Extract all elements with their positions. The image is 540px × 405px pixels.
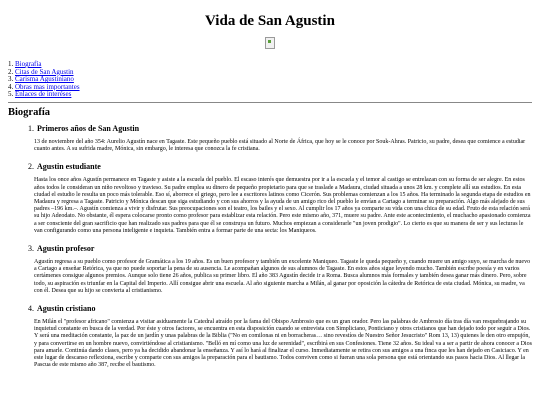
divider <box>8 102 532 103</box>
subsection-number: 4. <box>28 304 34 314</box>
paragraph: 13 de noviembre del año 354: Aurelio Agustín nace en Tagaste. Este pequeño pueblo está situado al Norte de África, que hoy se le conoce por Souk-Ahras. Patricio, su padre, desea que comience a estudiar cuanto antes. A su sufrida madre, Mónica, sin embargo, le interesa que conozca la fe cristiana. <box>34 138 526 153</box>
subsection-title <box>28 244 532 254</box>
page-title: Vida de San Agustin <box>205 13 335 29</box>
subsection-title <box>28 304 532 314</box>
section-heading-biografia: Biografía <box>8 106 50 118</box>
toc-number: 2. <box>8 67 14 76</box>
subsection-cristiano <box>28 304 532 369</box>
header-image <box>8 37 532 51</box>
paragraph: En Milán el "profesor africano" comienza a visitar asiduamente la Catedral atraído por la fama del Obispo Ambrosio que es un gran orador. Pero las palabras de Ambrosio día tras día van resquebrajando su inquietud constante en busca de la verdad. Por éste y otros factores, se encuentra en esta disposición cuando se entrevista con Simpliciano, Ponticiano y otros cristianos que han dejado todo por seguir a Dios. Y será una meditación constante, la paz de un jardín y unas palabras de la Biblia ("No en comilonas ni en borracheras… sino revestíos de Nuestro Señor Jesucristo" Rom 13, 13) quienes le den otro empujón, y para convertirse en un hombre nuevo, convirtiéndose al cristianismo. "Belló en mí como una luz de serenidad", escribirá en sus Confesiones. Tiene 32 años. Su ideal va a ser a partir de ahora conocer a Dios para amarle. Continúa dando clases, pero ya ha decidido abandonar la enseñanza. Y así lo hará al finalizar el curso. Inmediatamente se retira con sus amigos a una finca que les han dejado en Casiciaco. Y en este lugar de descanso reflexiona, escribe y comparte con sus amigos la preparación para el bautismo. Todos conviven como si fueran una sola persona que está orientando sus pasos hacia Dios. Al llegar la Pascua de este mismo año 387, recibe el bautismo. <box>34 319 532 369</box>
toc-item <box>8 91 532 99</box>
table-of-contents <box>8 61 532 99</box>
subsection-profesor <box>28 244 532 295</box>
toc-item <box>8 84 532 92</box>
subsection-title-text: Agustin cristiano <box>37 304 96 314</box>
subsection-title <box>28 162 532 172</box>
subsection-primeros-anos <box>28 123 532 153</box>
toc-number: 4. <box>8 82 14 91</box>
subsection-number: 1. <box>28 123 34 133</box>
subsection-title <box>28 123 532 134</box>
toc-link-citas[interactable]: Citas de San Agustin <box>15 67 74 76</box>
subsection-title-text: Primeros años de San Agustin <box>37 123 140 133</box>
toc-link-carisma[interactable]: Carisma Agustiniano <box>15 75 74 84</box>
subsection-title-text: Agustin profesor <box>37 244 95 253</box>
toc-link-biografia[interactable]: Biografía <box>15 60 42 68</box>
subsection-estudiante <box>28 162 532 235</box>
toc-link-enlaces[interactable]: Enlaces de interéses <box>15 90 72 99</box>
subsection-number: 2. <box>28 162 34 172</box>
subsection-title-text: Agustin estudiante <box>37 162 101 172</box>
paragraph: Hasta los once años Agustín permanece en Tagaste y asiste a la escuela del pueblo. El escaso interés que demuestra por ir a la escuela y el temor al castigo se entrelazan con su forma de ser alegre. En estos años todos le consideran un niño revoltoso y travieso. Su padre emplea su dinero de pequeño propietario para que se traslade a Madaura, ciudad situada a unos 28 km. y complete allí sus estudios. En esta ciudad el estudio le resulta un poco más tolerable. Eso sí, aborrece el griego, pero lee a escritores latinos como Cicerón. Sus problemas comienzan a los 15 años. Ha terminado la segunda etapa de estudios en Madaura y regresa a Tagaste. Patricio y Mónica descan que siga estudiando y con sus ahorros y la ayuda de un amigo rico del pueblo le envían a Cartago a terminar su preparación. Algo más alejado de sus padres –196 km.–. Agustín comienza a vivir y disfrutar. Sus preocupaciones son el teatro, los bailes y el sexo. Al cumplir los 17 años ya comparte su vida con una chica de su edad. Fruto de esta relación será su hijo Adeodato. No obstante, él espera colocarse pronto como profesor para establizar esta relación. Pero este mismo año, 371, muere su padre. Ante este acontecimiento, el muchacho apasionado comienza a ser consciente del gran sacrificio que han realizado sus padres para que él se construya un futuro. Muchos empiezan a considerarle "un joven prodigio". Lo cierto es que su manera de ser y sus lecturas le van configurando como una persona inteligente e inquieta. También entra a formar parte de una secta: los Maniqueos. <box>34 177 531 234</box>
toc-item <box>8 61 532 69</box>
toc-number: 3. <box>8 75 14 84</box>
toc-number: 5. <box>8 90 14 99</box>
paragraph: Agustín regresa a su pueblo como profesor de Gramática a los 19 años. Es un buen profesor y también un excelente Maniqueo. Tagaste le queda pequeño y, cuando muere un amigo suyo, se marcha de nuevo a Cartago a enseñar Retórica, ya que no puede soportar la pena de su ausencia. Le acompañan algunos de sus alumnos de Tagaste. En estos años sigue leyendo mucho. También escribe poesía y en varios certámenes consigue algunos premios. Aunque solo tiene 26 años, publica su primer libro. El año 383 Agustín decide ir a Roma. Busca alumnos más formales y también desea ganar más dinero. Pero, sobre todo, su aspiración es triunfar en la Capital del Imperio. Allí consigue abrir una escuela. Al año siguiente marcha a Milán, al ganar por oposición la cátedra de Retórica de esta ciudad. Mónica, su madre, va con él. Desea que su hijo se convierta al cristianismo. <box>34 259 531 294</box>
subsection-number: 3. <box>28 244 34 253</box>
toc-link-obras[interactable]: Obras mas importantes <box>15 82 80 91</box>
toc-number: 1. <box>8 60 14 68</box>
toc-item <box>8 76 532 84</box>
toc-item <box>8 69 532 77</box>
broken-image-icon <box>265 37 275 49</box>
